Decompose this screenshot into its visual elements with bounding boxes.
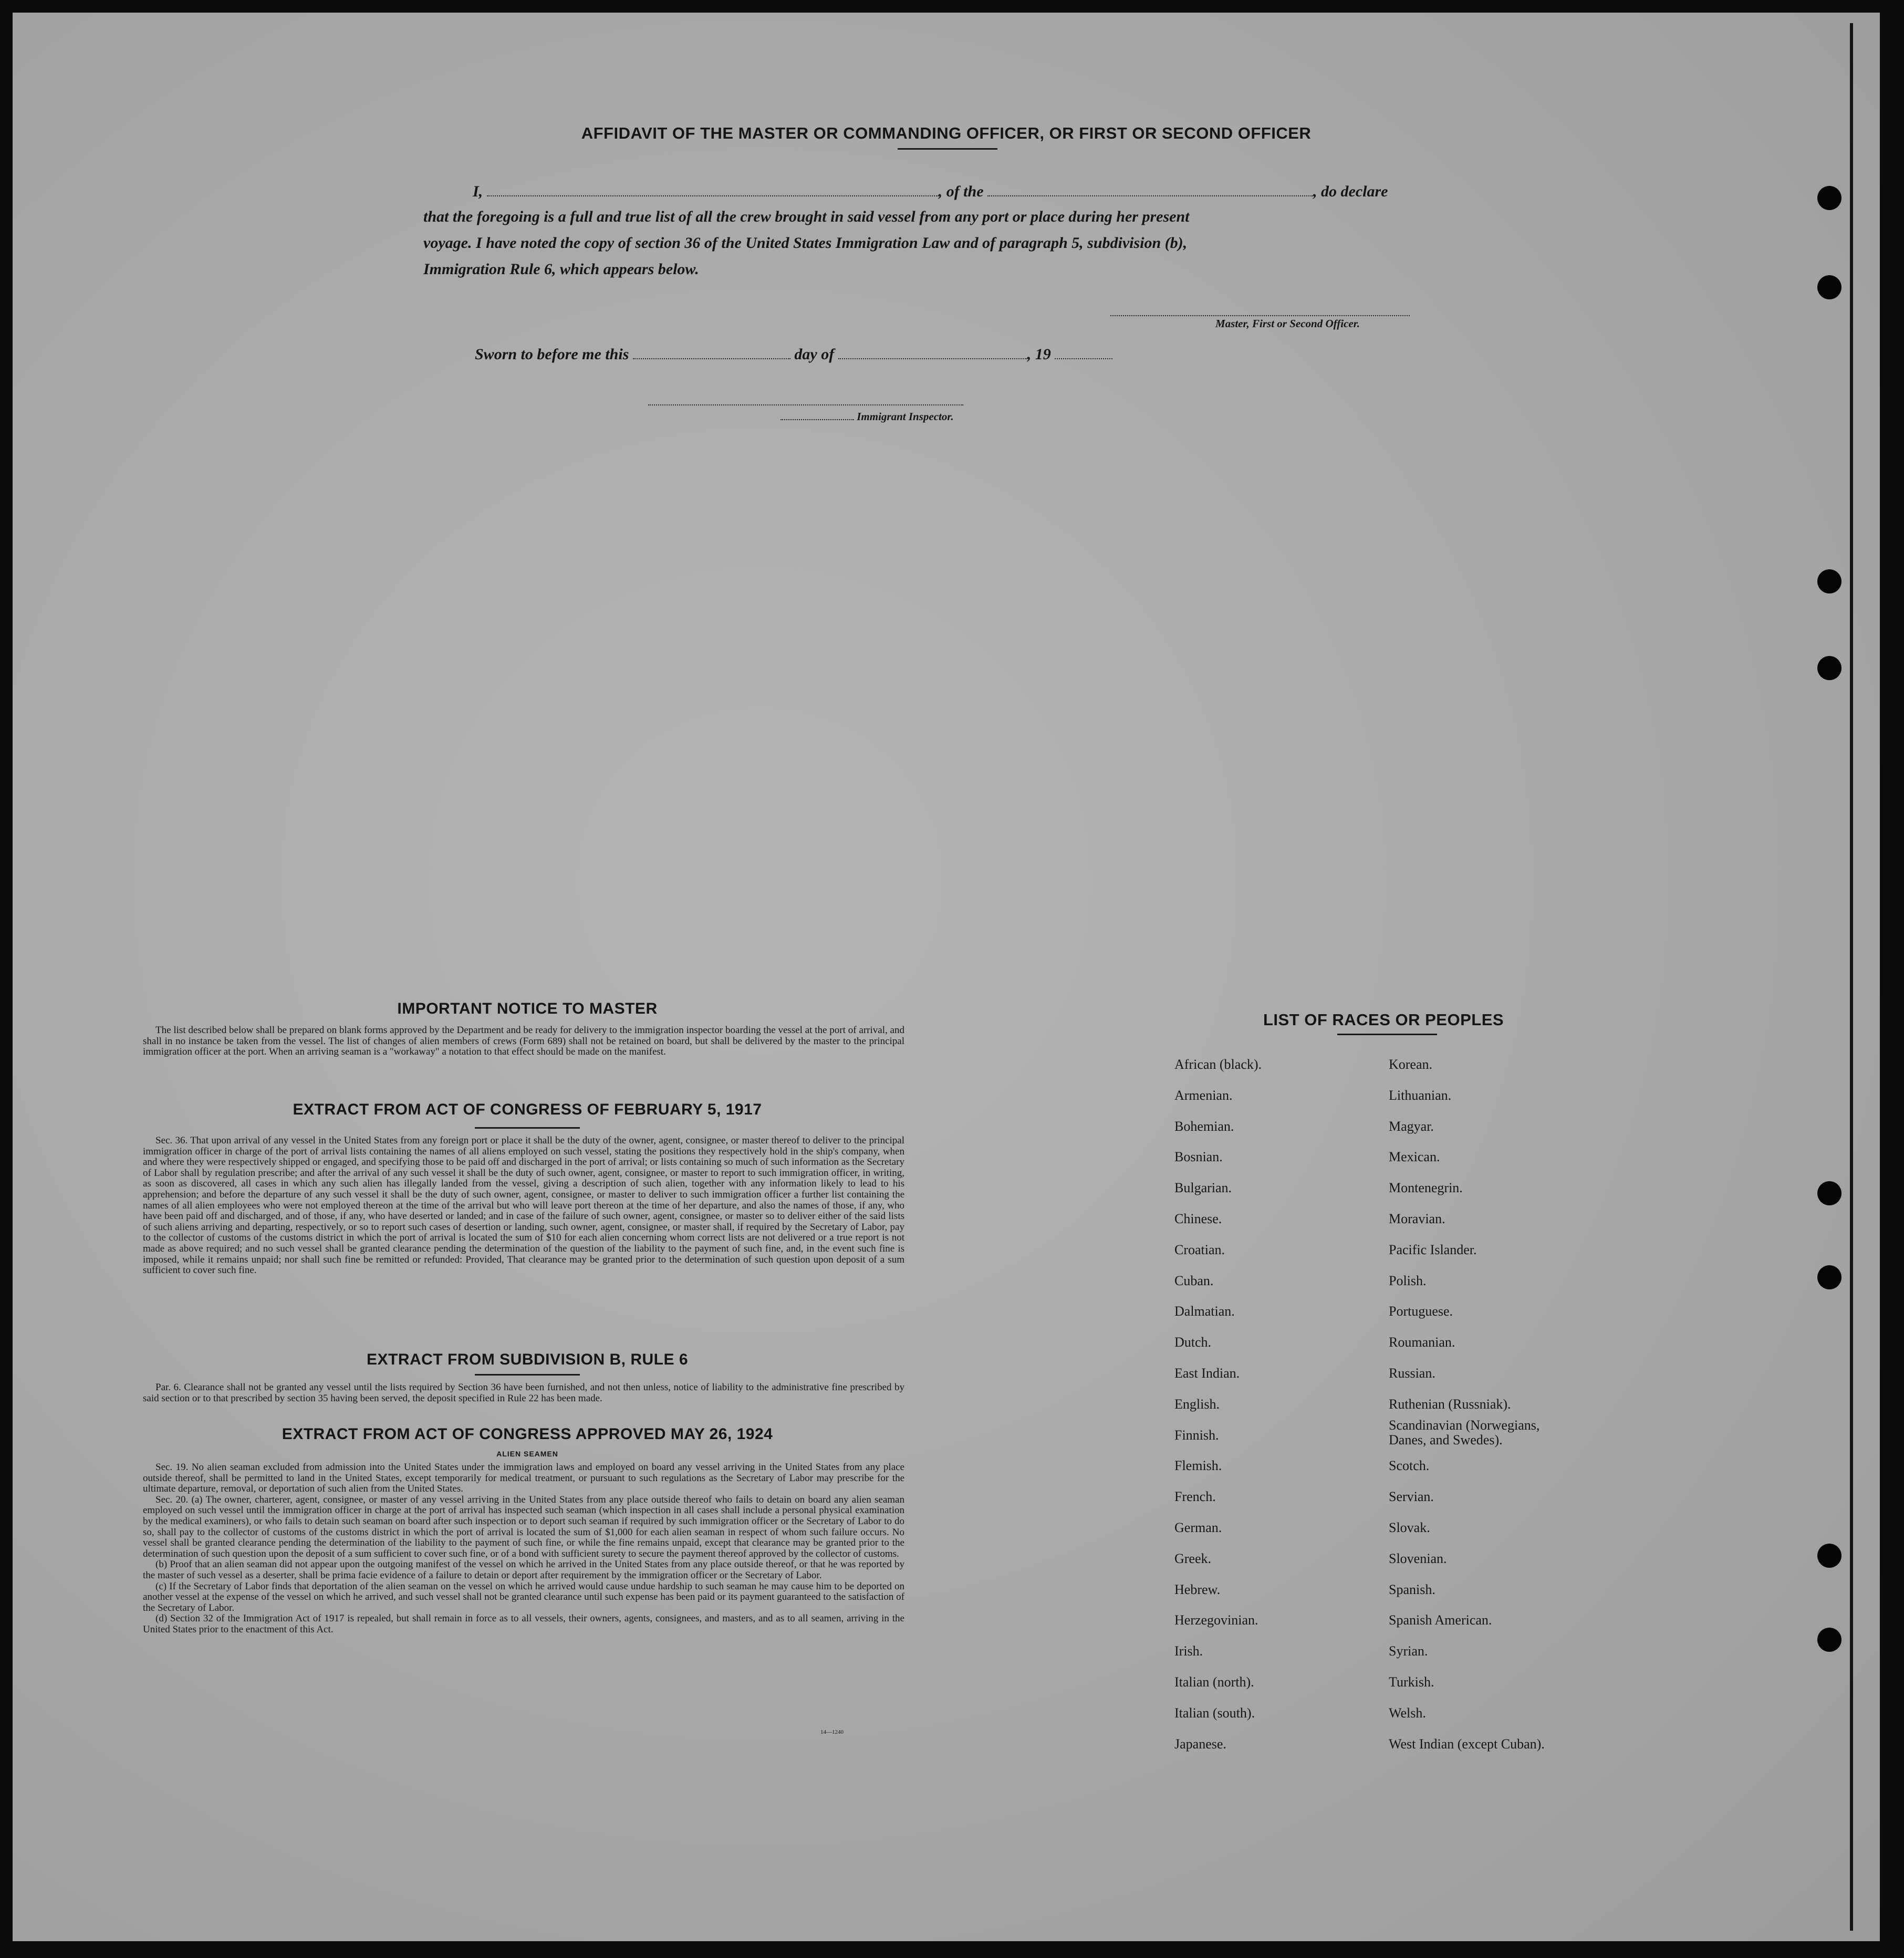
inspector-caption-text: Immigrant Inspector. xyxy=(857,410,954,423)
extract-1917-paragraph: Sec. 36. That upon arrival of any vessel in the United States from any foreign port or place it shall be the duty of the owner, agent, consignee, or master thereof to deliver to the principal immigration officer in charge of the port of arrival lists containing the names of all aliens employed on such vessel, stating the positions they respectively hold in the ship's company, when and where they were respectively shipped or engaged, and specifying those to be paid off and discharged in the port of arrival; or lists containing so much of such information as the Secretary of Labor shall by regulation prescribe; and after the arrival of any such vessel it shall be the duty of such owner, agent, consignee, or master to report to such immigration officer, in writing, as soon as discovered, all cases in which any such alien has illegally landed from the vessel, giving a description of such alien, together with any information likely to lead to his apprehension; and before the departure of any such vessel it shall be the duty of such owner, agent, consignee, or master to deliver to such immigration officer a further list containing the names of all alien employees who were not employed thereon at the time of the arrival but who will leave port thereon at the time of her departure, and also the names of those, if any, who have been paid off and discharged, and of those, if any, who have deserted or landed; and in case of the failure of such owner, agent, consignee, or master so to deliver either of the said lists of such aliens arriving and departing, respectively, or so to report such cases of desertion or landing, such owner, agent, consignee, or master shall, if required by the Secretary of Labor, pay to the collector of customs of the customs district in which the port of arrival is located the sum of $10 for each alien concerning whom correct lists are not delivered or a true report is not made as above required; and no such vessel shall be granted clearance pending the determination of the question of the liability to the payment of such fine, and, in the event such fine is imposed, while it remains unpaid; nor shall such fine be remitted or refunded: Provided, That clearance may be granted prior to the determination of such question upon deposit of a sum sufficient to cover such fine. xyxy=(143,1135,904,1276)
race-item: Greek. xyxy=(1174,1550,1212,1566)
affidavit-of-the: , of the xyxy=(938,183,984,200)
race-item: Finnish. xyxy=(1174,1427,1219,1443)
race-item: East Indian. xyxy=(1174,1366,1240,1381)
race-item: Lithuanian. xyxy=(1389,1087,1452,1103)
race-item: Scotch. xyxy=(1389,1458,1430,1474)
form-number: 14—1240 xyxy=(820,1729,844,1735)
punch-hole xyxy=(1817,186,1841,210)
race-item: Scandinavian (Norwegians, Danes, and Swedes). xyxy=(1389,1417,1540,1447)
extract-rule6-heading: EXTRACT FROM SUBDIVISION B, RULE 6 xyxy=(366,1351,689,1368)
races-title: LIST OF RACES OR PEOPLES xyxy=(1263,1011,1504,1029)
extract-1924-heading: EXTRACT FROM ACT OF CONGRESS APPROVED MAY 26, 1924 xyxy=(282,1425,773,1443)
extract-1924-text xyxy=(143,1462,904,1636)
inspector-signature-blank xyxy=(648,391,963,405)
race-item: Bosnian. xyxy=(1174,1149,1223,1165)
master-signature-blank xyxy=(1110,301,1410,316)
race-item: Portuguese. xyxy=(1389,1304,1453,1319)
notice-text xyxy=(143,1025,904,1058)
sec-19-paragraph: Sec. 19. No alien seaman excluded from admission into the United States under the immigration laws and employed on board any vessel arriving in the United States from any place outside thereof, shall be permitted to land in the United States, except temporarily for medical treatment, or pursuant to such regulations as the Secretary of Labor may prescribe for the ultimate departure, removal, or deportation of such alien from the United States. xyxy=(143,1462,904,1495)
race-item: Slovak. xyxy=(1389,1520,1430,1535)
sec-20a-paragraph: Sec. 20. (a) The owner, charterer, agent, consignee, or master of any vessel arriving in the United States from any place outside thereof who fails to detain on board any alien seaman employed on such vessel until the immigration officer in charge at the port of arrival has inspected such seaman (which inspection in all cases shall include a personal physical examination by the medical examiners), or who fails to detain such seaman on board after such inspection or to deport such seaman if required by such immigration officer or the Secretary of Labor to do so, shall pay to the collector of customs of the customs district in which the port of arrival is located the sum of $1,000 for each alien seaman in respect of whom such failure occurs. No vessel shall be granted clearance pending the determination of the liability to the payment of such fine, or while the fine remains unpaid, except that clearance may be granted prior to the determination of such question upon the deposit of a sum sufficient to cover such fine, or of a bond with sufficient surety to secure the payment thereof approved by the collector of customs. xyxy=(143,1494,904,1559)
punch-hole xyxy=(1817,1265,1841,1289)
extract-1917-heading: EXTRACT FROM ACT OF CONGRESS OF FEBRUARY 5, 1917 xyxy=(293,1101,762,1118)
extract-1917-text xyxy=(143,1136,904,1276)
race-item: Polish. xyxy=(1389,1273,1427,1288)
race-item: Dutch. xyxy=(1174,1335,1212,1350)
sec-20b-paragraph: (b) Proof that an alien seaman did not appear upon the outgoing manifest of the vessel on which he arrived in the United States from any place outside thereof, or that he was reported by the master of such vessel as a deserter, shall be prima facie evidence of a failure to detain or deport after requirement by the immigration officer or the Secretary of Labor. xyxy=(143,1559,904,1581)
notice-heading: IMPORTANT NOTICE TO MASTER xyxy=(397,1000,658,1017)
race-item: Armenian. xyxy=(1174,1087,1233,1103)
race-item: African (black). xyxy=(1174,1057,1262,1072)
race-item: Italian (south). xyxy=(1174,1705,1255,1721)
extract-rule6-rule xyxy=(475,1374,580,1376)
race-item: Hebrew. xyxy=(1174,1581,1221,1597)
inspector-caption xyxy=(781,410,954,423)
extract-rule6-text xyxy=(143,1382,904,1404)
sworn-line xyxy=(475,345,1112,363)
extract-1917-rule xyxy=(475,1127,580,1129)
affidavit-declare: , do declare xyxy=(1313,183,1388,200)
extract-rule6-paragraph: Par. 6. Clearance shall not be granted any vessel until the lists required by Section 36 have been furnished, and not then unless, notice of liability to the administrative fine prescribed by said section or to that prescribed by section 35 having been served, the deposit specified in Rule 22 has been made. xyxy=(143,1382,904,1404)
affidavit-line-3: voyage. I have noted the copy of section 36 of the United States Immigration Law and of paragraph 5, subdivision (b), xyxy=(423,234,1188,252)
race-item: Mexican. xyxy=(1389,1149,1440,1165)
race-item: Japanese. xyxy=(1174,1736,1226,1752)
day-blank xyxy=(633,345,790,359)
sworn-day-of: day of xyxy=(794,346,835,363)
race-item: French. xyxy=(1174,1489,1216,1505)
race-item: German. xyxy=(1174,1520,1222,1535)
alien-seamen-subheading: ALIEN SEAMEN xyxy=(496,1450,558,1458)
punch-hole xyxy=(1817,569,1841,593)
race-item: Chinese. xyxy=(1174,1211,1222,1226)
race-item: Russian. xyxy=(1389,1366,1435,1381)
races-rule xyxy=(1337,1034,1437,1035)
race-item: Slovenian. xyxy=(1389,1550,1447,1566)
race-item: Spanish. xyxy=(1389,1581,1435,1597)
title-rule xyxy=(898,148,997,150)
master-caption: Master, First or Second Officer. xyxy=(1215,317,1360,330)
sec-20c-paragraph: (c) If the Secretary of Labor finds that deportation of the alien seaman on the vessel on which he arrived would cause undue hardship to such seaman he may cause him to be deported on another vessel at the expense of the vessel on which he arrived, and such vessel shall not be granted clearance until such expense has been paid or its payment guaranteed to the satisfaction of the Secretary of Labor. xyxy=(143,1580,904,1613)
year-blank xyxy=(1055,345,1112,359)
race-item: West Indian (except Cuban). xyxy=(1389,1736,1545,1752)
race-item: Spanish American. xyxy=(1389,1612,1492,1628)
document-page xyxy=(13,13,1880,1941)
race-item: Irish. xyxy=(1174,1643,1203,1659)
sec-20d-paragraph: (d) Section 32 of the Immigration Act of 1917 is repealed, but shall remain in force as to all vessels, their owners, agents, consignees, and masters, and as to all seamen, arriving in the United States prior to the enactment of this Act. xyxy=(143,1613,904,1635)
race-item: Servian. xyxy=(1389,1489,1434,1505)
race-item: Bulgarian. xyxy=(1174,1180,1232,1196)
race-item: Cuban. xyxy=(1174,1273,1214,1288)
race-item: Italian (north). xyxy=(1174,1674,1254,1690)
race-item: Ruthenian (Russniak). xyxy=(1389,1396,1511,1412)
notice-paragraph: The list described below shall be prepared on blank forms approved by the Department and be ready for delivery to the immigration inspector boarding the vessel at the port of arrival, and shall in no instance be taken from the vessel. The list of changes of alien members of crews (Form 689) shall not be retained on board, but shall be delivered by the master to the principal immigration officer at the port. When an arriving seaman is a "workaway" a notation to that effect should be made on the manifest. xyxy=(143,1025,904,1058)
punch-hole xyxy=(1817,1544,1841,1568)
race-item: Croatian. xyxy=(1174,1242,1225,1257)
affidavit-line-1 xyxy=(473,182,1388,201)
race-item: Moravian. xyxy=(1389,1211,1445,1226)
punch-hole xyxy=(1817,1181,1841,1205)
sworn-prefix: Sworn to before me this xyxy=(475,346,629,363)
race-item: Flemish. xyxy=(1174,1458,1222,1474)
race-item: Korean. xyxy=(1389,1057,1433,1072)
inspector-blank xyxy=(781,411,854,420)
month-blank xyxy=(838,345,1027,359)
race-item: Turkish. xyxy=(1389,1674,1434,1690)
vessel-blank xyxy=(987,182,1313,196)
affidavit-title: AFFIDAVIT OF THE MASTER OR COMMANDING OFFICER, OR FIRST OR SECOND OFFICER xyxy=(581,124,1312,142)
race-item: Pacific Islander. xyxy=(1389,1242,1477,1257)
affidavit-line-4: Immigration Rule 6, which appears below. xyxy=(423,261,699,278)
name-blank xyxy=(487,182,939,196)
affidavit-i: I, xyxy=(473,183,483,200)
race-item: Montenegrin. xyxy=(1389,1180,1463,1196)
race-item: English. xyxy=(1174,1396,1220,1412)
race-item: Dalmatian. xyxy=(1174,1304,1235,1319)
punch-hole xyxy=(1817,1628,1841,1652)
race-item: Roumanian. xyxy=(1389,1335,1455,1350)
punch-hole xyxy=(1817,275,1841,299)
punch-hole xyxy=(1817,656,1841,680)
race-item: Magyar. xyxy=(1389,1118,1434,1134)
race-item: Bohemian. xyxy=(1174,1118,1234,1134)
race-item: Herzegovinian. xyxy=(1174,1612,1258,1628)
sworn-year: , 19 xyxy=(1027,346,1051,363)
page-edge-line xyxy=(1850,23,1853,1931)
race-item: Syrian. xyxy=(1389,1643,1428,1659)
affidavit-line-2: that the foregoing is a full and true list of all the crew brought in said vessel from any port or place during her present xyxy=(423,208,1190,225)
race-item: Welsh. xyxy=(1389,1705,1426,1721)
